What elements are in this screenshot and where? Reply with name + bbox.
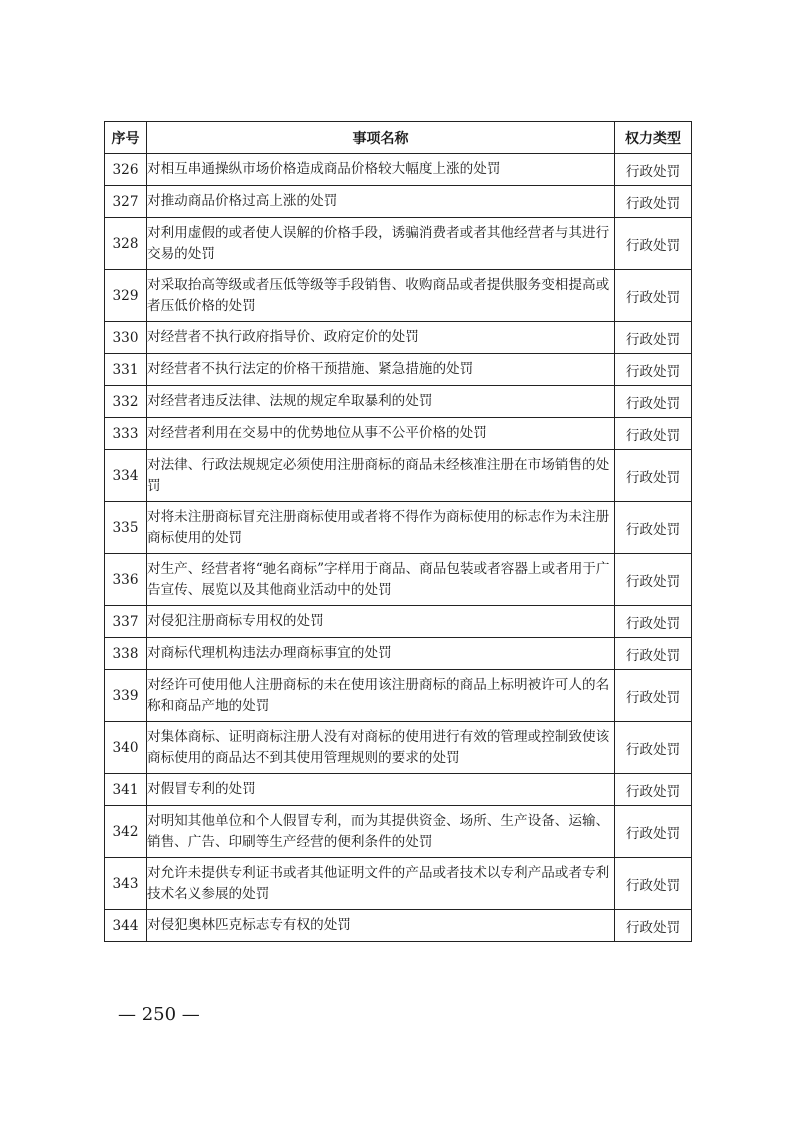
table-row (105, 186, 692, 218)
row-type: 行政处罚 (615, 186, 692, 218)
row-num: 340 (105, 722, 147, 774)
header-num: 序号 (105, 122, 147, 154)
row-name: 对侵犯注册商标专用权的处罚 (147, 606, 615, 638)
table-row (105, 502, 692, 554)
row-type: 行政处罚 (615, 858, 692, 910)
row-name: 对生产、经营者将“驰名商标”字样用于商品、商品包装或者容器上或者用于广告宣传、展览以及其他商业活动中的处罚 (147, 554, 615, 606)
row-name: 对经营者不执行法定的价格干预措施、紧急措施的处罚 (147, 354, 615, 386)
header-type: 权力类型 (615, 122, 692, 154)
row-num: 331 (105, 354, 147, 386)
row-num: 333 (105, 418, 147, 450)
row-type: 行政处罚 (615, 154, 692, 186)
table-row (105, 638, 692, 670)
row-type: 行政处罚 (615, 670, 692, 722)
table-row (105, 722, 692, 774)
table-row (105, 354, 692, 386)
table-row (105, 774, 692, 806)
row-name: 对假冒专利的处罚 (147, 774, 615, 806)
row-name: 对经营者违反法律、法规的规定牟取暴利的处罚 (147, 386, 615, 418)
row-num: 344 (105, 910, 147, 942)
table-row (105, 418, 692, 450)
row-type: 行政处罚 (615, 270, 692, 322)
row-type: 行政处罚 (615, 418, 692, 450)
row-name: 对明知其他单位和个人假冒专利，而为其提供资金、场所、生产设备、运输、销售、广告、印刷等生产经营的便利条件的处罚 (147, 806, 615, 858)
row-name: 对侵犯奥林匹克标志专有权的处罚 (147, 910, 615, 942)
row-type: 行政处罚 (615, 322, 692, 354)
row-type: 行政处罚 (615, 354, 692, 386)
table-row (105, 322, 692, 354)
row-name: 对相互串通操纵市场价格造成商品价格较大幅度上涨的处罚 (147, 154, 615, 186)
row-name: 对经许可使用他人注册商标的未在使用该注册商标的商品上标明被许可人的名称和商品产地的处罚 (147, 670, 615, 722)
row-num: 338 (105, 638, 147, 670)
header-name: 事项名称 (147, 122, 615, 154)
table-row (105, 606, 692, 638)
table-row (105, 670, 692, 722)
row-type: 行政处罚 (615, 722, 692, 774)
row-type: 行政处罚 (615, 502, 692, 554)
row-num: 337 (105, 606, 147, 638)
row-num: 334 (105, 450, 147, 502)
table-row (105, 154, 692, 186)
row-num: 329 (105, 270, 147, 322)
row-num: 330 (105, 322, 147, 354)
table-row (105, 218, 692, 270)
row-num: 336 (105, 554, 147, 606)
table-row (105, 554, 692, 606)
table-row (105, 858, 692, 910)
row-name: 对集体商标、证明商标注册人没有对商标的使用进行有效的管理或控制致使该商标使用的商品达不到其使用管理规则的要求的处罚 (147, 722, 615, 774)
header-row (105, 122, 692, 154)
row-num: 343 (105, 858, 147, 910)
row-type: 行政处罚 (615, 638, 692, 670)
row-num: 339 (105, 670, 147, 722)
row-type: 行政处罚 (615, 386, 692, 418)
row-num: 326 (105, 154, 147, 186)
row-num: 332 (105, 386, 147, 418)
row-name: 对法律、行政法规规定必须使用注册商标的商品未经核准注册在市场销售的处罚 (147, 450, 615, 502)
row-name: 对经营者不执行政府指导价、政府定价的处罚 (147, 322, 615, 354)
table-row (105, 910, 692, 942)
row-num: 341 (105, 774, 147, 806)
row-num: 328 (105, 218, 147, 270)
row-type: 行政处罚 (615, 554, 692, 606)
row-num: 335 (105, 502, 147, 554)
row-type: 行政处罚 (615, 806, 692, 858)
row-name: 对经营者利用在交易中的优势地位从事不公平价格的处罚 (147, 418, 615, 450)
row-type: 行政处罚 (615, 910, 692, 942)
page-number: — 250 — (118, 1004, 200, 1025)
row-type: 行政处罚 (615, 606, 692, 638)
items-table (104, 121, 692, 942)
table-row (105, 270, 692, 322)
row-name: 对推动商品价格过高上涨的处罚 (147, 186, 615, 218)
row-name: 对采取抬高等级或者压低等级等手段销售、收购商品或者提供服务变相提高或者压低价格的处罚 (147, 270, 615, 322)
table-row (105, 386, 692, 418)
row-num: 327 (105, 186, 147, 218)
table-row (105, 806, 692, 858)
row-name: 对利用虚假的或者使人误解的价格手段，诱骗消费者或者其他经营者与其进行交易的处罚 (147, 218, 615, 270)
row-type: 行政处罚 (615, 218, 692, 270)
row-name: 对商标代理机构违法办理商标事宜的处罚 (147, 638, 615, 670)
row-type: 行政处罚 (615, 774, 692, 806)
row-num: 342 (105, 806, 147, 858)
row-name: 对将未注册商标冒充注册商标使用或者将不得作为商标使用的标志作为未注册商标使用的处罚 (147, 502, 615, 554)
table-row (105, 450, 692, 502)
row-type: 行政处罚 (615, 450, 692, 502)
row-name: 对允许未提供专利证书或者其他证明文件的产品或者技术以专利产品或者专利技术名义参展的处罚 (147, 858, 615, 910)
